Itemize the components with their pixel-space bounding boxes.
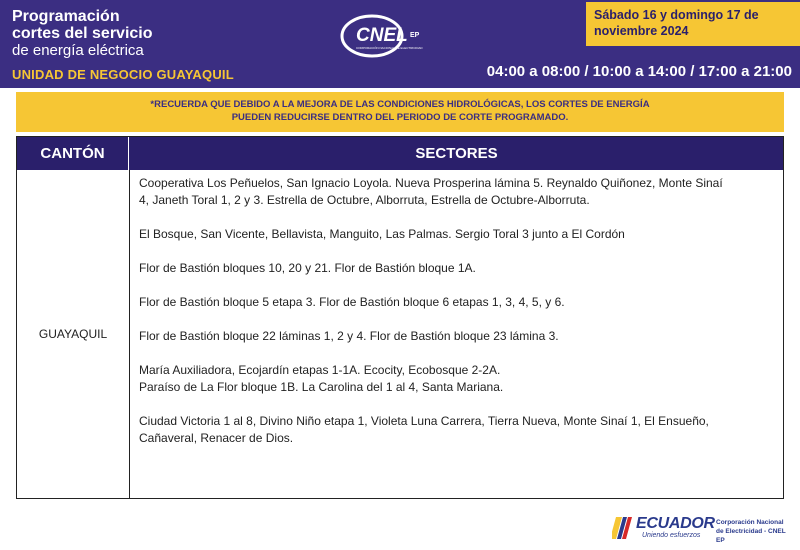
sector-text: Paraíso de La Flor bloque 1B. La Carolina del 1 al 4, Santa Mariana.: [139, 380, 504, 394]
ecuador-wordmark: ECUADOR: [636, 515, 715, 532]
title-line-2: cortes del servicio: [12, 25, 153, 42]
logo-suffix: EP: [410, 32, 420, 39]
sector-text: Flor de Bastión bloque 5 etapa 3. Flor de Bastión bloque 6 etapas 1, 3, 4, 5, y 6.: [139, 295, 565, 309]
corp-line-1: Corporación Nacional: [716, 519, 784, 526]
sector-text: Flor de Bastión bloque 22 láminas 1, 2 y 4. Flor de Bastión bloque 23 lámina 3.: [139, 329, 559, 343]
sector-row: [139, 413, 779, 447]
corporation-name: [716, 518, 792, 545]
date-box: [586, 2, 800, 46]
footer-logo: [612, 513, 792, 545]
date-line-1: Sábado 16 y domingo 17 de: [594, 8, 759, 22]
page-title: [12, 8, 153, 59]
sector-row: [139, 175, 779, 209]
sector-text: 4, Janeth Toral 1, 2 y 3. Estrella de Octubre, Alborruta, Estrella de Octubre-Alborruta.: [139, 193, 590, 207]
header-banner: [0, 0, 800, 88]
logo-text: CNEL: [356, 25, 408, 46]
title-line-1: Programación: [12, 8, 120, 25]
sector-row: [139, 362, 779, 396]
sector-text: Ciudad Victoria 1 al 8, Divino Niño etapa 1, Violeta Luna Carrera, Tierra Nueva, Monte Sinaí 1, El Ensueño,: [139, 414, 709, 428]
sector-text: Cooperativa Los Peñuelos, San Ignacio Loyola. Nueva Prosperina lámina 5. Reynaldo Quiñonez, Monte Sinaí: [139, 176, 723, 190]
sector-text: María Auxiliadora, Ecojardín etapas 1-1A. Ecocity, Ecobosque 2-2A.: [139, 363, 501, 377]
sector-row: [139, 294, 779, 311]
sector-row: [139, 328, 779, 345]
cnel-logo-icon: [338, 12, 468, 60]
logo-tagline: CORPORACIÓN NACIONAL DE ELECTRICIDAD: [356, 46, 423, 50]
ecuador-slogan: Uniendo esfuerzos: [642, 532, 701, 539]
column-divider: [129, 170, 130, 498]
notice-banner: [16, 92, 784, 132]
schedule-table: [16, 136, 784, 499]
canton-cell: GUAYAQUIL: [38, 327, 108, 341]
outage-hours: 04:00 a 08:00 / 10:00 a 14:00 / 17:00 a 21:00: [486, 63, 792, 80]
sector-row: [139, 260, 779, 277]
sector-row: [139, 226, 779, 243]
notice-line-2: PUEDEN REDUCIRSE DENTRO DEL PERIODO DE CORTE PROGRAMADO.: [231, 112, 569, 123]
ecuador-flag-icon: [612, 515, 638, 541]
sector-text: Flor de Bastión bloques 10, 20 y 21. Flor de Bastión bloque 1A.: [139, 261, 476, 275]
notice-line-1: *RECUERDA QUE DEBIDO A LA MEJORA DE LAS CONDICIONES HIDROLÓGICAS, LOS CORTES DE ENERGÍA: [150, 99, 650, 110]
sectors-cell: [139, 175, 779, 464]
corp-line-2: de Electricidad - CNEL EP: [716, 528, 786, 544]
column-header-sectores: SECTORES: [415, 145, 498, 162]
date-line-2: noviembre 2024: [594, 24, 689, 38]
sector-text: Cañaveral, Renacer de Dios.: [139, 431, 294, 445]
column-header-canton: CANTÓN: [17, 137, 129, 170]
table-header: [17, 137, 783, 170]
business-unit-label: UNIDAD DE NEGOCIO GUAYAQUIL: [12, 67, 234, 82]
title-line-3: de energía eléctrica: [12, 42, 144, 59]
sector-text: El Bosque, San Vicente, Bellavista, Manguito, Las Palmas. Sergio Toral 3 junto a El Cordón: [139, 227, 625, 241]
